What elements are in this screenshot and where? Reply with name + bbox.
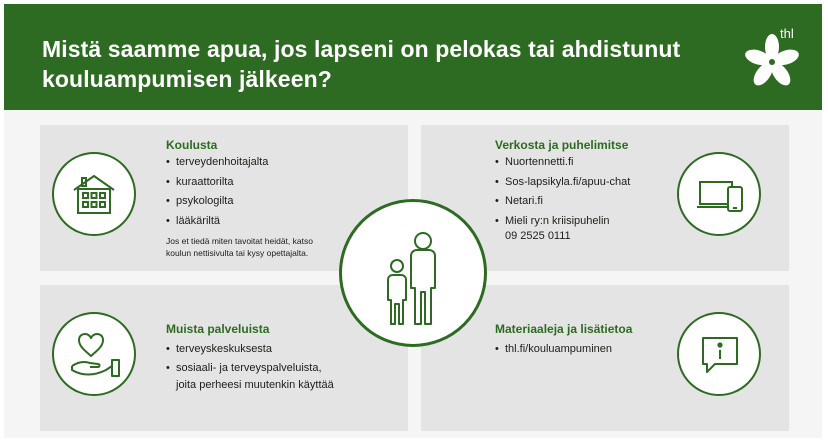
list-item: • lääkäriltä (166, 215, 268, 235)
panel-online-title: Verkosta ja puhelimitse (495, 138, 629, 152)
panel-school-list (166, 156, 268, 234)
panel-services-title: Muista palveluista (166, 322, 270, 336)
title-line-1: Mistä saamme apua, jos lapseni on pelokas tai ahdistunut (42, 36, 681, 62)
phone-number: 09 2525 0111 (505, 229, 571, 242)
panel-school-note (166, 235, 313, 259)
list-item: • Sos-lapsikyla.fi/apuu-chat (495, 176, 630, 196)
list-item: • Mieli ry:n kriisipuhelin (495, 215, 630, 230)
list-item: • terveydenhoitajalta (166, 156, 268, 176)
panel-school-title: Koulusta (166, 138, 218, 152)
devices-icon-circle (677, 152, 761, 236)
panel-materials-list (495, 343, 612, 362)
header-banner (4, 4, 822, 110)
list-item: • sosiaali- ja terveyspalveluista, (166, 362, 322, 378)
services-icon-circle (52, 312, 136, 396)
note-line-1: Jos et tiedä miten tavoitat heidät, katso (166, 236, 313, 246)
panel-services-list (166, 343, 322, 378)
panel-materials-title: Materiaaleja ja lisätietoa (495, 322, 633, 336)
list-item: • terveyskeskuksesta (166, 343, 322, 362)
heart-in-hand-icon (54, 314, 134, 394)
list-item: • thl.fi/kouluampuminen (495, 343, 612, 362)
panel-online-list (495, 156, 630, 245)
parent-and-child-icon (342, 202, 484, 344)
info-speech-bubble-icon (679, 314, 759, 394)
school-icon-circle (52, 152, 136, 236)
thl-logo-text: thl (780, 26, 794, 41)
devices-icon (679, 154, 759, 234)
list-item: • psykologilta (166, 195, 268, 215)
list-item: • kuraattorilta (166, 176, 268, 196)
info-icon-circle (677, 312, 761, 396)
list-item: • Netari.fi (495, 195, 630, 215)
page-title (42, 34, 722, 94)
list-item: • Nuortennetti.fi (495, 156, 630, 176)
thl-flower-logo-icon (742, 22, 812, 94)
title-line-2: kouluampumisen jälkeen? (42, 66, 332, 92)
list-item-continuation: joita perheesi muutenkin käyttää (176, 379, 334, 391)
school-building-icon (54, 154, 134, 234)
center-circle (339, 199, 487, 347)
note-line-2: koulun nettisivulta tai kysy opettajalta. (166, 248, 309, 258)
